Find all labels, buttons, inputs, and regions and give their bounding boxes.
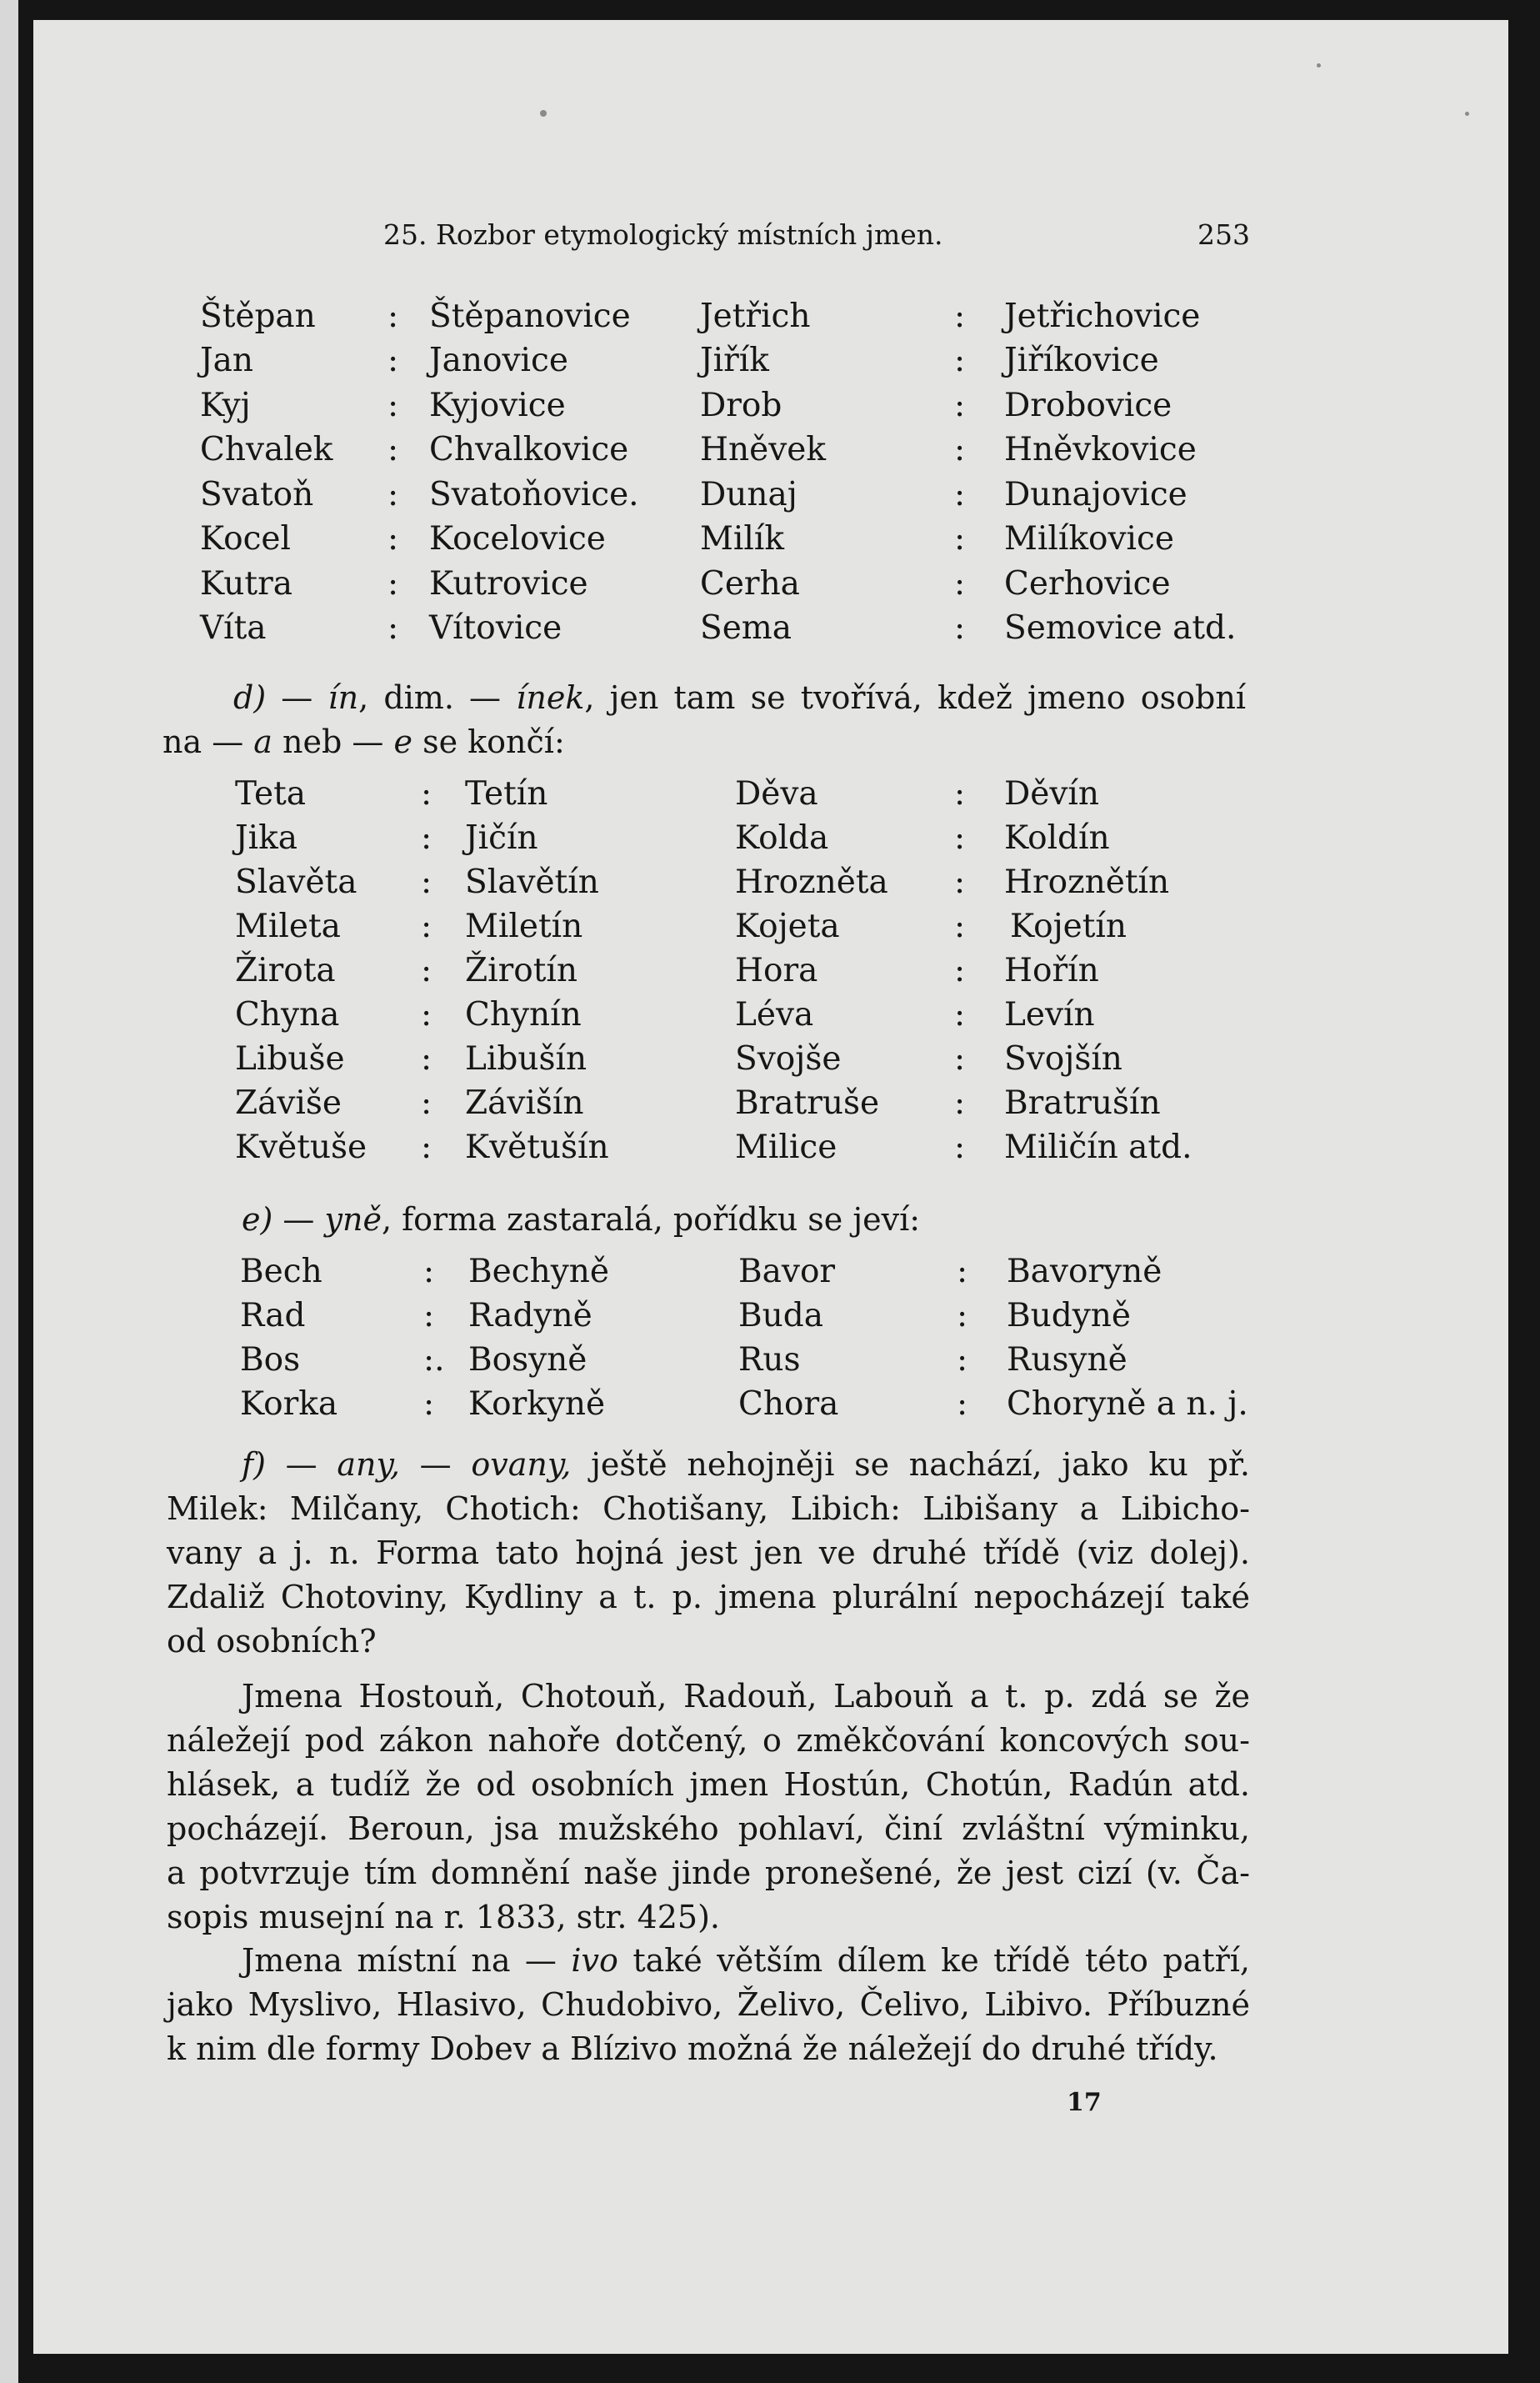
- personal-name: Chyna: [235, 996, 340, 1034]
- separator: :: [388, 520, 399, 558]
- paragraph-line: jako Myslivo, Hlasivo, Chudobivo, Želivo, Čelivo, Libivo. Příbuzné: [167, 1986, 1250, 2023]
- separator: :: [954, 298, 966, 335]
- section-letter: f): [242, 1446, 266, 1483]
- place-name: Svojšín: [1004, 1040, 1122, 1078]
- place-name: Bavoryně: [1007, 1253, 1162, 1290]
- separator: :: [957, 1297, 968, 1334]
- place-name: Miličín atd.: [1004, 1129, 1192, 1166]
- personal-name: Květuše: [235, 1129, 368, 1166]
- place-name: Jičín: [465, 819, 538, 857]
- text-run: —: [266, 679, 328, 716]
- place-name: Korkyně: [468, 1385, 606, 1423]
- place-name: Janovice: [429, 342, 568, 379]
- text-run: Jmena místní na —: [242, 1942, 572, 1979]
- place-name: Bechyně: [468, 1253, 609, 1290]
- text-run: se končí:: [412, 723, 565, 760]
- personal-name: Kolda: [735, 819, 829, 857]
- personal-name: Hněvek: [700, 431, 826, 468]
- personal-name: Dunaj: [700, 476, 798, 513]
- separator: :: [423, 1253, 435, 1290]
- paragraph-g: [167, 1675, 1250, 1940]
- paragraph-line: [167, 1939, 1250, 1983]
- personal-name: Víta: [200, 609, 267, 647]
- place-name: Závišín: [465, 1084, 584, 1122]
- section-letter: d): [233, 679, 267, 716]
- separator: :: [423, 1297, 435, 1334]
- place-name: Kutrovice: [429, 565, 588, 603]
- separator: :: [388, 431, 399, 468]
- separator: :: [954, 1040, 966, 1078]
- personal-name: Milík: [700, 520, 784, 558]
- personal-name: Chora: [738, 1385, 839, 1423]
- separator: :: [954, 864, 966, 901]
- paragraph-line: od osobních?: [167, 1623, 377, 1660]
- personal-name: Kyj: [200, 387, 251, 424]
- place-name: Květušín: [465, 1129, 609, 1166]
- personal-name: Kocel: [200, 520, 291, 558]
- paragraph-line: k nim dle formy Dobev a Blízivo možná že náležejí do druhé třídy.: [167, 2030, 1218, 2067]
- separator: :: [423, 1385, 435, 1423]
- separator: :: [954, 952, 966, 989]
- text-run: ještě nehojněji se nachází, jako ku př.: [571, 1446, 1250, 1483]
- place-name: Bosyně: [468, 1341, 588, 1379]
- separator: :: [388, 609, 399, 647]
- place-name: Hněvkovice: [1004, 431, 1197, 468]
- personal-name: Drob: [700, 387, 782, 424]
- separator: :: [954, 609, 966, 647]
- suffix: ovany,: [471, 1446, 572, 1483]
- paragraph-f: [167, 1443, 1250, 1664]
- personal-name: Slavěta: [235, 864, 358, 901]
- separator: :: [388, 342, 399, 379]
- paragraph-line: [162, 720, 1246, 764]
- paragraph-line: hlásek, a tudíž že od osobních jmen Hostún, Chotún, Radún atd.: [167, 1766, 1250, 1803]
- personal-name: Bech: [240, 1253, 322, 1290]
- personal-name: Sema: [700, 609, 792, 647]
- personal-name: Kojeta: [735, 908, 840, 945]
- paragraph-line: náležejí pod zákon nahoře dotčený, o změkčování koncových sou-: [167, 1722, 1250, 1759]
- paragraph-line: [167, 1443, 1250, 1487]
- paragraph-line: Jmena Hostouň, Chotouň, Radouň, Labouň a t. p. zdá se že: [242, 1678, 1250, 1715]
- separator: :: [954, 819, 966, 857]
- paragraph-line: [162, 676, 1246, 720]
- separator: :: [421, 1084, 432, 1122]
- suffix: ivo: [571, 1942, 618, 1979]
- separator: :: [957, 1253, 968, 1290]
- text-run: , jen tam se tvořívá, kdež jmeno osobní: [584, 679, 1246, 716]
- separator: :: [954, 520, 966, 558]
- separator: :: [388, 476, 399, 513]
- text-run: také větším dílem ke třídě této patří,: [618, 1942, 1250, 1979]
- separator: :: [954, 476, 966, 513]
- personal-name: Bavor: [738, 1253, 836, 1290]
- chapter-title: 25. Rozbor etymologický místních jmen.: [383, 218, 943, 251]
- separator: :: [388, 387, 399, 424]
- personal-name: Štěpan: [200, 298, 316, 335]
- place-name: Levín: [1004, 996, 1095, 1034]
- personal-name: Jiřík: [700, 342, 769, 379]
- paragraph-d: [162, 676, 1246, 764]
- paragraph-e: [242, 1198, 1242, 1242]
- personal-name: Jetřich: [700, 298, 811, 335]
- place-name: Chvalkovice: [429, 431, 629, 468]
- paragraph-line: Milek: Milčany, Chotich: Chotišany, Libich: Libišany a Libicho-: [167, 1490, 1250, 1527]
- personal-name: Žirota: [235, 952, 336, 989]
- personal-name: Kutra: [200, 565, 292, 603]
- speck: [1317, 63, 1321, 68]
- paragraph-line: pocházejí. Beroun, jsa mužského pohlaví, činí zvláštní výminku,: [167, 1810, 1250, 1847]
- text-run: , forma zastaralá, pořídku se jeví:: [381, 1201, 921, 1238]
- separator: :: [954, 908, 966, 945]
- place-name: Děvín: [1004, 775, 1099, 813]
- paragraph-line: a potvrzuje tím domnění naše jinde pronešené, že jest cizí (v. Ča-: [167, 1855, 1250, 1891]
- personal-name: Rad: [240, 1297, 306, 1334]
- place-name: Cerhovice: [1004, 565, 1171, 603]
- separator: :.: [423, 1341, 445, 1379]
- place-name: Koldín: [1004, 819, 1110, 857]
- separator: :: [957, 1385, 968, 1423]
- separator: :: [954, 342, 966, 379]
- text-run: —: [399, 1446, 472, 1483]
- separator: :: [954, 1129, 966, 1166]
- separator: :: [388, 298, 399, 335]
- personal-name: Mileta: [235, 908, 341, 945]
- personal-name: Libuše: [235, 1040, 345, 1078]
- suffix: a: [253, 723, 272, 760]
- personal-name: Milice: [735, 1129, 838, 1166]
- text-run: , dim. —: [358, 679, 517, 716]
- signature-number: 17: [1067, 2088, 1102, 2117]
- place-name: Kyjovice: [429, 387, 566, 424]
- separator: :: [957, 1341, 968, 1379]
- place-name: Vítovice: [429, 609, 562, 647]
- separator: :: [421, 996, 432, 1034]
- place-name: Milíkovice: [1004, 520, 1174, 558]
- personal-name: Chvalek: [200, 431, 333, 468]
- personal-name: Rus: [738, 1341, 801, 1379]
- place-name: Jetřichovice: [1004, 298, 1201, 335]
- paragraph-h: [167, 1939, 1250, 2071]
- paragraph-line: Zdaliž Chotoviny, Kydliny a t. p. jmena plurální nepocházejí také: [167, 1579, 1250, 1615]
- speck: [1465, 112, 1469, 116]
- place-name: Žirotín: [465, 952, 578, 989]
- separator: :: [954, 431, 966, 468]
- text-run: na —: [162, 723, 254, 760]
- personal-name: Teta: [235, 775, 306, 813]
- separator: :: [954, 775, 966, 813]
- separator: :: [954, 387, 966, 424]
- place-name: Libušín: [465, 1040, 588, 1078]
- section-letter: e): [242, 1201, 273, 1238]
- place-name: Slavětín: [465, 864, 599, 901]
- separator: :: [421, 952, 432, 989]
- suffix: ín: [328, 679, 359, 716]
- place-name: Dunajovice: [1004, 476, 1188, 513]
- separator: :: [954, 1084, 966, 1122]
- separator: :: [421, 1040, 432, 1078]
- personal-name: Bratruše: [735, 1084, 880, 1122]
- personal-name: Svojše: [735, 1040, 842, 1078]
- separator: :: [421, 864, 432, 901]
- text-run: —: [272, 1201, 325, 1238]
- suffix: any,: [337, 1446, 400, 1483]
- personal-name: Korka: [240, 1385, 338, 1423]
- personal-name: Hrozněta: [735, 864, 888, 901]
- place-name: Miletín: [465, 908, 583, 945]
- suffix: e: [393, 723, 412, 760]
- scan-left-edge: [0, 0, 18, 2383]
- text-run: neb —: [272, 723, 394, 760]
- paragraph-line: sopis musejní na r. 1833, str. 425).: [167, 1899, 720, 1935]
- place-name: Budyně: [1007, 1297, 1131, 1334]
- paragraph-line: [242, 1198, 1242, 1242]
- personal-name: Jika: [235, 819, 298, 857]
- place-name: Tetín: [465, 775, 548, 813]
- personal-name: Buda: [738, 1297, 823, 1334]
- separator: :: [421, 819, 432, 857]
- paragraph-line: vany a j. n. Forma tato hojná jest jen ve druhé třídě (viz dolej).: [167, 1534, 1250, 1571]
- place-name: Bratrušín: [1004, 1084, 1161, 1122]
- separator: :: [421, 908, 432, 945]
- place-name: Svatoňovice.: [429, 476, 639, 513]
- text-run: —: [265, 1446, 338, 1483]
- personal-name: Svatoň: [200, 476, 314, 513]
- separator: :: [421, 775, 432, 813]
- place-name: Chynín: [465, 996, 582, 1034]
- separator: :: [954, 565, 966, 603]
- personal-name: Bos: [240, 1341, 301, 1379]
- suffix: ínek: [516, 679, 585, 716]
- place-name: Radyně: [468, 1297, 592, 1334]
- place-name: Rusyně: [1007, 1341, 1128, 1379]
- place-name: Hroznětín: [1004, 864, 1170, 901]
- place-name: Hořín: [1004, 952, 1099, 989]
- place-name: Drobovice: [1004, 387, 1172, 424]
- place-name: Kojetín: [1010, 908, 1128, 945]
- place-name: Choryně a n. j.: [1007, 1385, 1248, 1423]
- place-name: Jiříkovice: [1004, 342, 1159, 379]
- place-name: Kocelovice: [429, 520, 606, 558]
- place-name: Štěpanovice: [429, 298, 631, 335]
- separator: :: [388, 565, 399, 603]
- personal-name: Hora: [735, 952, 818, 989]
- place-name: Semovice atd.: [1004, 609, 1237, 647]
- personal-name: Léva: [735, 996, 814, 1034]
- speck: [540, 110, 547, 117]
- suffix: yně: [324, 1201, 382, 1238]
- page-number: 253: [1198, 218, 1250, 251]
- personal-name: Cerha: [700, 565, 800, 603]
- personal-name: Záviše: [235, 1084, 342, 1122]
- personal-name: Děva: [735, 775, 818, 813]
- separator: :: [421, 1129, 432, 1166]
- separator: :: [954, 996, 966, 1034]
- personal-name: Jan: [200, 342, 254, 379]
